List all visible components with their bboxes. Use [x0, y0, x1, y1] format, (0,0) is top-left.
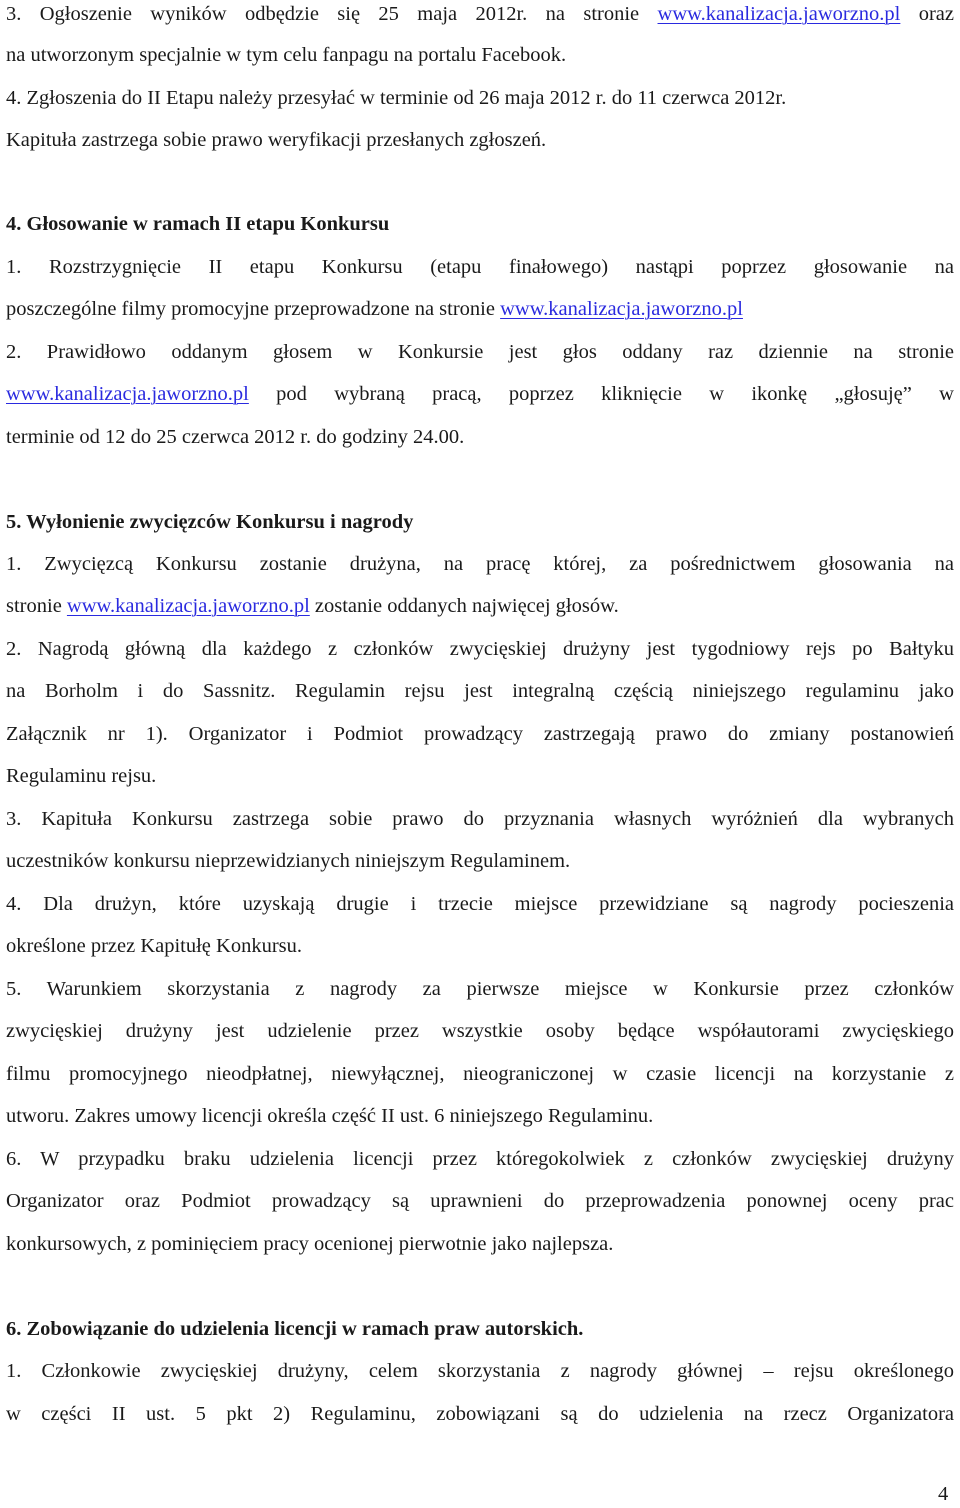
- paragraph-line: terminie od 12 do 25 czerwca 2012 r. do godziny 24.00.: [6, 426, 465, 448]
- paragraph-line: [6, 0, 954, 28]
- paragraph-line: 2. Nagrodą główną dla każdego z członków zwycięskiej drużyny jest tygodniowy rejs po Bałtyku: [6, 638, 954, 660]
- paragraph-line: Kapituła zastrzega sobie prawo weryfikacji przesłanych zgłoszeń.: [6, 129, 547, 151]
- website-link[interactable]: www.kanalizacja.jaworzno.pl: [6, 383, 249, 405]
- paragraph-line: zwycięskiej drużyny jest udzielenie przez wszystkie osoby będące współautorami zwycięskiego: [6, 1020, 954, 1042]
- text: stronie: [6, 595, 67, 617]
- paragraph-line: na Borholm i do Sassnitz. Regulamin rejsu jest integralną częścią niniejszego regulaminu jako: [6, 680, 954, 702]
- section-heading: 5. Wyłonienie zwycięzców Konkursu i nagrody: [6, 511, 414, 533]
- paragraph-line: Organizator oraz Podmiot prowadzący są uprawnieni do przeprowadzenia ponownej oceny prac: [6, 1190, 954, 1212]
- paragraph-line: 1. Członkowie zwycięskiej drużyny, celem skorzystania z nagrody głównej – rejsu określonego: [6, 1360, 954, 1382]
- paragraph-line: filmu promocyjnego nieodpłatnej, niewyłącznej, nieograniczonej w czasie licencji na korzystanie z: [6, 1063, 954, 1085]
- paragraph-line: 2. Prawidłowo oddanym głosem w Konkursie jest głos oddany raz dziennie na stronie: [6, 341, 954, 363]
- paragraph-line: 1. Zwycięzcą Konkursu zostanie drużyna, na pracę której, za pośrednictwem głosowania na: [6, 553, 954, 575]
- paragraph-line: uczestników konkursu nieprzewidzianych niniejszym Regulaminem.: [6, 850, 571, 872]
- paragraph-line: 4. Dla drużyn, które uzyskają drugie i trzecie miejsce przewidziane są nagrody pocieszenia: [6, 893, 954, 915]
- website-link[interactable]: www.kanalizacja.jaworzno.pl: [500, 298, 743, 320]
- paragraph-line: 5. Warunkiem skorzystania z nagrody za pierwsze miejsce w Konkursie przez członków: [6, 978, 954, 1000]
- text: pod wybraną pracą, poprzez kliknięcie w ikonkę „głosuję” w: [248, 383, 954, 405]
- text: oraz: [900, 3, 954, 25]
- paragraph-line: 4. Zgłoszenia do II Etapu należy przesyłać w terminie od 26 maja 2012 r. do 11 czerwca 2012r.: [6, 87, 787, 109]
- website-link[interactable]: www.kanalizacja.jaworzno.pl: [657, 3, 901, 25]
- paragraph-line: określone przez Kapitułę Konkursu.: [6, 935, 303, 957]
- website-link[interactable]: www.kanalizacja.jaworzno.pl: [66, 595, 310, 617]
- text: zostanie oddanych najwięcej głosów.: [309, 595, 619, 617]
- section-heading: 4. Głosowanie w ramach II etapu Konkursu: [6, 213, 390, 235]
- paragraph-line: Regulaminu rejsu.: [6, 765, 157, 787]
- paragraph-line: [6, 295, 954, 323]
- text: poszczególne filmy promocyjne przeprowadzone na stronie: [6, 298, 501, 320]
- paragraph-line: Załącznik nr 1). Organizator i Podmiot prowadzący zastrzegają prawo do zmiany postanowień: [6, 723, 954, 745]
- paragraph-line: 1. Rozstrzygnięcie II etapu Konkursu (etapu finałowego) nastąpi poprzez głosowanie na: [6, 256, 954, 278]
- page-number: 4: [938, 1483, 949, 1505]
- paragraph-line: 6. W przypadku braku udzielenia licencji przez któregokolwiek z członków zwycięskiej drużyny: [6, 1148, 954, 1170]
- paragraph-line: [6, 380, 954, 408]
- paragraph-line: na utworzonym specjalnie w tym celu fanpagu na portalu Facebook.: [6, 44, 567, 66]
- section-heading: 6. Zobowiązanie do udzielenia licencji w ramach praw autorskich.: [6, 1318, 584, 1340]
- paragraph-line: [6, 592, 954, 620]
- text: 3. Ogłoszenie wyników odbędzie się 25 maja 2012r. na stronie: [6, 3, 658, 25]
- paragraph-line: 3. Kapituła Konkursu zastrzega sobie prawo do przyznania własnych wyróżnień dla wybranych: [6, 808, 954, 830]
- paragraph-line: konkursowych, z pominięciem pracy ocenionej pierwotnie jako najlepsza.: [6, 1233, 614, 1255]
- paragraph-line: w części II ust. 5 pkt 2) Regulaminu, zobowiązani są do udzielenia na rzecz Organizatora: [6, 1403, 954, 1425]
- paragraph-line: utworu. Zakres umowy licencji określa część II ust. 6 niniejszego Regulaminu.: [6, 1105, 654, 1127]
